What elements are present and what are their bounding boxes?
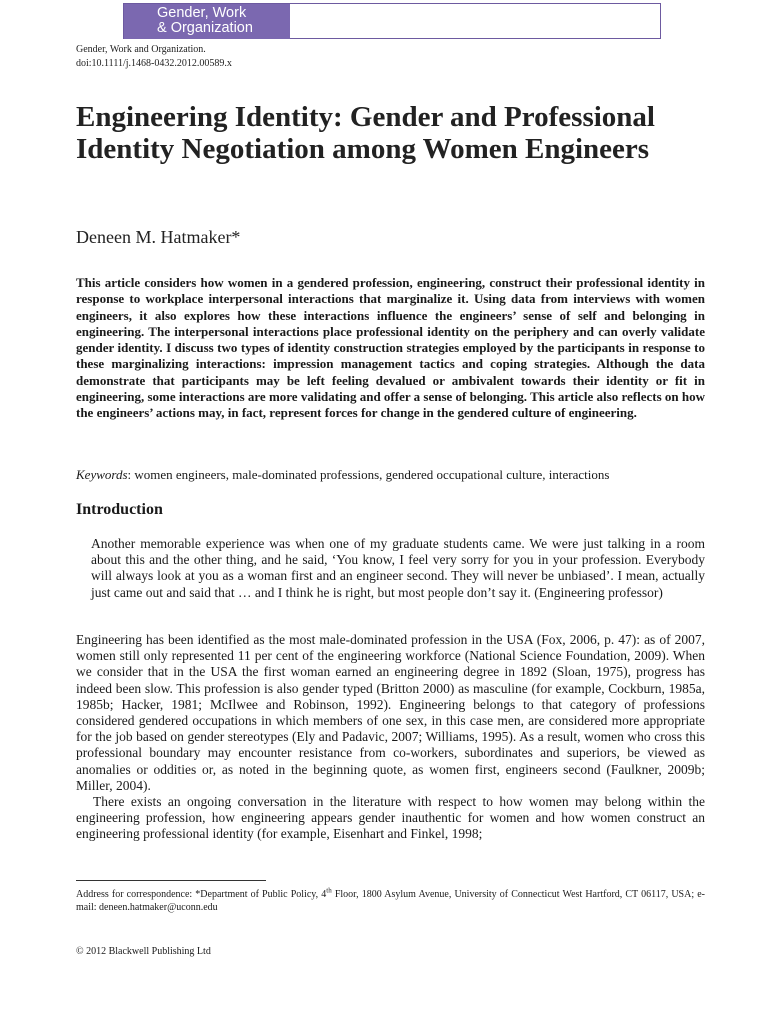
keywords [76,467,716,483]
article-title: Engineering Identity: Gender and Professional Identity Negotiation among Women Engineers [76,101,655,165]
paragraph: There exists an ongoing conversation in the literature with respect to how women may belong within the engineering profession, how engineering appears gender inauthentic for women and how women construct an engineering professional identity (for example, Eisenhart and Finkel, 1998; [76,794,705,842]
correspondence-footnote [76,886,705,914]
journal-logo-line1: Gender, Work [157,5,247,21]
journal-logo [124,4,290,39]
citation-doi: doi:10.1111/j.1468-0432.2012.00589.x [76,58,232,69]
block-quote: Another memorable experience was when one of my graduate students came. We were just talking in a room about this and the other thing, and he said, ‘You know, I feel very sorry for you in your profession. Everybody will always look at you as a woman first and an engineer second. They will never be unbiased’. I mean, actually just came out and said that … and I think he is right, but most people don’t say it. (Engineering professor) [91,536,705,600]
footnote-text: Address for correspondence: *Department of Public Policy, 4 [76,889,327,900]
footnote-superscript: th [326,886,332,895]
author-name: Deneen M. Hatmaker* [76,227,241,247]
paragraph: Engineering has been identified as the most male-dominated profession in the USA (Fox, 2006, p. 47): as of 2007, women still only represented 11 per cent of the engineering workforce (National Science Foundation, 2009). When we consider that in the USA the first woman earned an engineering degree in 1892 (Sloan, 1975), progress has indeed been slow. This profession is also gender typed (Britton 2000) as masculine (for example, Cockburn, 1985a, 1985b; Hacker, 1981; McIlwee and Robinson, 1992). Engineering belongs to that category of professions considered gendered occupations in which members of one sex, in this case men, are considered more appropriate for the job based on gender stereotypes (Ely and Padavic, 2007; Williams, 1995). As a result, women who cross this professional boundary may encounter resistance from co-workers, subordinates and superiors, be viewed as anomalies or oddities or, as noted in the beginning quote, as women first, engineers second (Faulkner, 2009b; Miller, 2004). [76,632,705,793]
keywords-list: : women engineers, male-dominated professions, gendered occupational culture, interactions [127,467,610,482]
abstract: This article considers how women in a gendered profession, engineering, construct their professional identity in response to workplace interpersonal interactions that marginalize it. Using data from interviews with women engineers, it also explores how these interactions influence the engineers’ sense of self and belonging in engineering. The interpersonal interactions place professional identity on the periphery and can overly validate gender identity. I discuss two types of identity construction strategies employed by the participants in response to these marginalizing interactions: impression management tactics and coping strategies. Although the data demonstrate that participants may be left feeling devalued or ambivalent towards their identity or fit in engineering, some interactions are more validating and offer a sense of belonging. This article also reflects on how the engineers’ actions may, in fact, represent forces for change in the gendered culture of engineering. [76,275,705,421]
keywords-label: Keywords [76,467,128,482]
citation-journal: Gender, Work and Organization. [76,44,206,55]
footnote-divider [76,880,266,881]
section-heading-introduction: Introduction [76,501,163,518]
citation [76,43,232,71]
copyright-notice: © 2012 Blackwell Publishing Ltd [76,946,211,957]
body-text [76,632,705,843]
journal-banner [123,3,661,39]
journal-logo-line2: & Organization [157,20,253,36]
footnote-text-continued: Floor, 1800 Asylum Avenue, University of Connecticut West Hartford, CT 06117, USA; e-mail: deneen.hatmaker@uconn.edu [76,889,705,913]
